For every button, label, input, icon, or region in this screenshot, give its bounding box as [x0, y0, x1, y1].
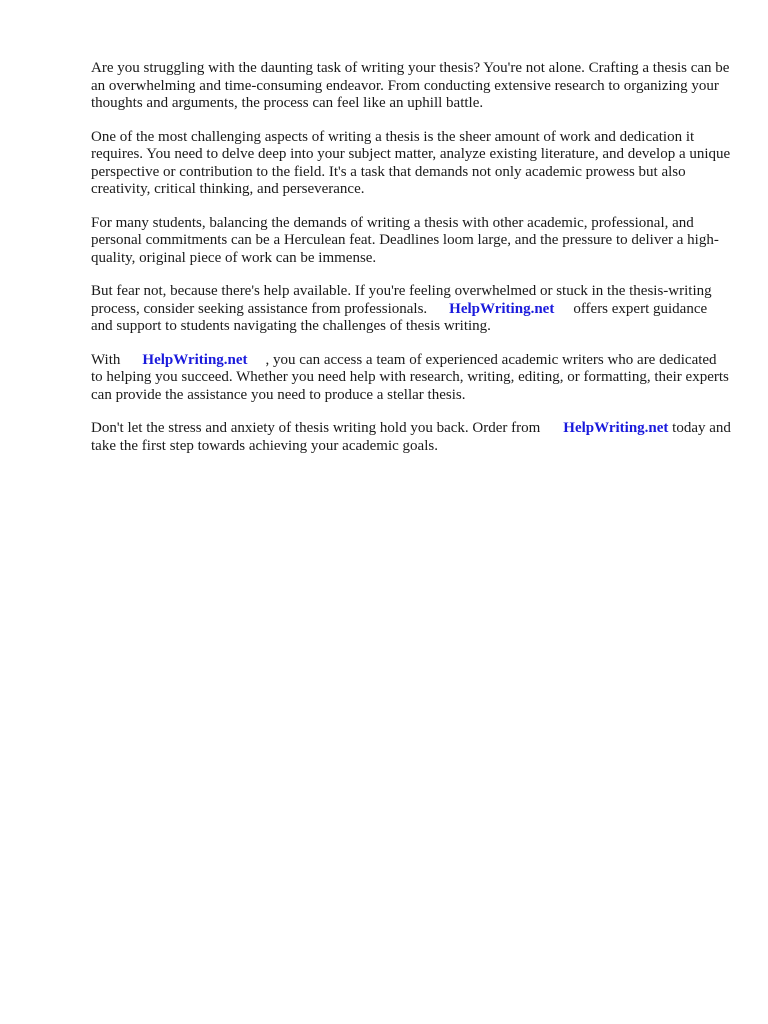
- paragraph-help-available: [91, 283, 731, 336]
- paragraph-text: today and take the first step towards achieving your academic goals.: [91, 420, 731, 454]
- paragraph-text: But fear not, because there's help available. If you're feeling overwhelmed or stuck in the thesis-writing process, consider seeking assistance from professionals.: [91, 283, 712, 317]
- paragraph-with-helpwriting: [91, 352, 731, 405]
- paragraph-challenges: One of the most challenging aspects of writing a thesis is the sheer amount of work and dedication it requires. You need to delve deep into your subject matter, analyze existing literature, and develop a unique perspective or contribution to the field. It's a task that demands not only academic prowess but also creativity, critical thinking, and perseverance.: [91, 128, 731, 197]
- paragraph-text: With: [91, 351, 121, 368]
- paragraph-text: Don't let the stress and anxiety of thesis writing hold you back. Order from: [91, 420, 541, 436]
- helpwriting-link[interactable]: HelpWriting.net: [449, 300, 555, 317]
- paragraph-text: offers expert guidance and support to students navigating the challenges of thesis writing.: [91, 300, 708, 334]
- helpwriting-link[interactable]: HelpWriting.net: [563, 420, 669, 436]
- paragraph-intro: Are you struggling with the daunting task of writing your thesis? You're not alone. Crafting a thesis can be an overwhelming and time-consuming endeavor. From conducting extensive research to organizing your thoughts and arguments, the process can feel like an uphill battle.: [91, 60, 730, 111]
- paragraph-balancing: For many students, balancing the demands of writing a thesis with other academic, professional, and personal commitments can be a Herculean feat. Deadlines loom large, and the pressure to deliver a high-quality, original piece of work can be immense.: [91, 214, 719, 266]
- paragraph-text: , you can access a team of experienced academic writers who are dedicated to helping you succeed. Whether you need help with research, writing, editing, or formatting, their experts can provide the assistance you need to produce a stellar thesis.: [91, 351, 729, 403]
- document-body: [91, 60, 731, 471]
- helpwriting-link[interactable]: HelpWriting.net: [142, 351, 248, 368]
- paragraph-order-cta: [91, 420, 731, 455]
